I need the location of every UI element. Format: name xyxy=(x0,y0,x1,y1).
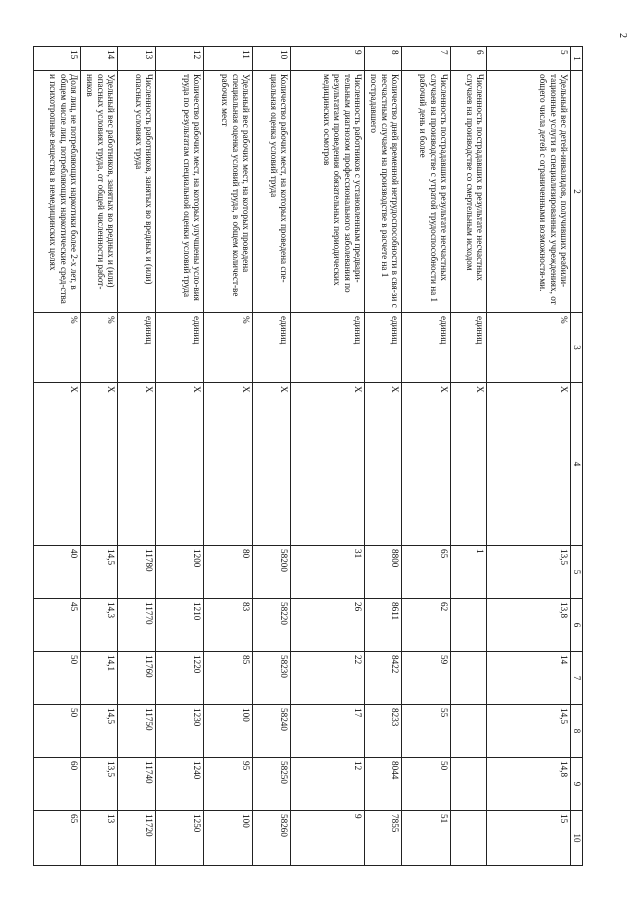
header-cell: 1 xyxy=(571,47,583,71)
x-cell: X xyxy=(487,383,571,546)
value-cell: 58250 xyxy=(253,758,291,811)
unit-cell: % xyxy=(204,313,253,383)
value-cell: 8422 xyxy=(365,652,402,705)
value-cell: 13,5 xyxy=(81,758,118,811)
unit-cell: единиц xyxy=(291,313,365,383)
row-number: 10 xyxy=(253,47,291,71)
table-row xyxy=(365,47,402,866)
row-number: 15 xyxy=(34,47,81,71)
value-cell: 50 xyxy=(402,758,451,811)
rotated-table-wrapper xyxy=(48,46,583,865)
unit-cell: единиц xyxy=(451,313,487,383)
row-number: 8 xyxy=(365,47,402,71)
row-number: 11 xyxy=(204,47,253,71)
indicator-description: Удельный вес работников, занятых во вредных и (или) опасных условиях труда, от общей численности работ-ников xyxy=(81,71,118,313)
header-cell: 9 xyxy=(571,758,583,811)
unit-cell: % xyxy=(81,313,118,383)
indicator-description: Доля лиц, не потребляющих наркотики более 2-х лет, в общем числе лиц, потребляющих наркотические сред-ства и психотропные вещества в немедицинских целях xyxy=(34,71,81,313)
header-cell: 3 xyxy=(571,313,583,383)
header-cell: 8 xyxy=(571,705,583,758)
value-cell: 1240 xyxy=(156,758,204,811)
value-cell: 100 xyxy=(204,705,253,758)
indicator-description: Численность пострадавших в результате несчастных случаев на производстве с утратой трудоспособности на 1 рабочий день и более xyxy=(402,71,451,313)
table-row xyxy=(81,47,118,866)
value-cell: 80 xyxy=(204,546,253,599)
value-cell: 83 xyxy=(204,599,253,652)
value-cell: 12 xyxy=(291,758,365,811)
value-cell: 14,3 xyxy=(81,599,118,652)
value-cell: 40 xyxy=(34,546,81,599)
value-cell: 62 xyxy=(402,599,451,652)
value-cell: 15 xyxy=(487,811,571,866)
header-row xyxy=(571,47,583,866)
value-cell: 13,5 xyxy=(487,546,571,599)
indicator-description: Численность работников, занятых во вредных и (или) опасных условиях труда xyxy=(118,71,156,313)
indicator-description: Удельный вес детей-инвалидов, получивших реабили-тационные услуги в специализированных учреждениях, от общего числа детей с ограниченными возможностя-ми. xyxy=(487,71,571,313)
row-number: 9 xyxy=(291,47,365,71)
indicator-description: Количество дней временной нетрудоспособности в свя-зи с несчастным случаем на производстве в расчете на 1 пострадавшего xyxy=(365,71,402,313)
x-cell: X xyxy=(402,383,451,546)
value-cell: 22 xyxy=(291,652,365,705)
x-cell: X xyxy=(451,383,487,546)
table-row xyxy=(118,47,156,866)
value-cell: 85 xyxy=(204,652,253,705)
value-cell: 11750 xyxy=(118,705,156,758)
value-cell xyxy=(451,705,487,758)
value-cell xyxy=(451,758,487,811)
value-cell: 7855 xyxy=(365,811,402,866)
header-cell: 10 xyxy=(571,811,583,866)
page-number: 2 xyxy=(617,33,628,38)
value-cell: 13 xyxy=(81,811,118,866)
value-cell: 14,5 xyxy=(81,546,118,599)
row-number: 6 xyxy=(451,47,487,71)
value-cell: 1210 xyxy=(156,599,204,652)
unit-cell: % xyxy=(487,313,571,383)
value-cell: 8233 xyxy=(365,705,402,758)
value-cell: 45 xyxy=(34,599,81,652)
value-cell: 55 xyxy=(402,705,451,758)
header-cell: 5 xyxy=(571,546,583,599)
indicator-description: Численность пострадавших в результате несчастных случаев на производстве со смертельным исходом xyxy=(451,71,487,313)
table-row xyxy=(253,47,291,866)
indicator-description: Удельный вес рабочих мест, на которых проведена специальная оценка условий труда, в общем количест-ве рабочих мест xyxy=(204,71,253,313)
value-cell: 50 xyxy=(34,705,81,758)
header-cell: 2 xyxy=(571,71,583,313)
value-cell: 11740 xyxy=(118,758,156,811)
x-cell: X xyxy=(81,383,118,546)
value-cell: 51 xyxy=(402,811,451,866)
value-cell: 58260 xyxy=(253,811,291,866)
value-cell: 58220 xyxy=(253,599,291,652)
x-cell: X xyxy=(365,383,402,546)
value-cell: 8800 xyxy=(365,546,402,599)
value-cell xyxy=(451,652,487,705)
value-cell: 50 xyxy=(34,652,81,705)
value-cell: 65 xyxy=(402,546,451,599)
value-cell: 1 xyxy=(451,546,487,599)
value-cell: 14 xyxy=(487,652,571,705)
x-cell: X xyxy=(34,383,81,546)
value-cell: 26 xyxy=(291,599,365,652)
value-cell: 1250 xyxy=(156,811,204,866)
row-number: 14 xyxy=(81,47,118,71)
value-cell: 58200 xyxy=(253,546,291,599)
x-cell: X xyxy=(156,383,204,546)
header-cell: 6 xyxy=(571,599,583,652)
value-cell: 58240 xyxy=(253,705,291,758)
value-cell xyxy=(451,599,487,652)
table-row xyxy=(34,47,81,866)
value-cell: 14,1 xyxy=(81,652,118,705)
value-cell: 11780 xyxy=(118,546,156,599)
x-cell: X xyxy=(204,383,253,546)
value-cell: 1220 xyxy=(156,652,204,705)
unit-cell: единиц xyxy=(118,313,156,383)
value-cell: 1230 xyxy=(156,705,204,758)
table-row xyxy=(291,47,365,866)
value-cell: 95 xyxy=(204,758,253,811)
row-number: 13 xyxy=(118,47,156,71)
table-row xyxy=(204,47,253,866)
unit-cell: единиц xyxy=(402,313,451,383)
value-cell: 14,8 xyxy=(487,758,571,811)
value-cell: 13,8 xyxy=(487,599,571,652)
value-cell: 31 xyxy=(291,546,365,599)
value-cell: 1200 xyxy=(156,546,204,599)
table-row xyxy=(451,47,487,866)
value-cell: 14,5 xyxy=(81,705,118,758)
header-cell: 7 xyxy=(571,652,583,705)
row-number: 7 xyxy=(402,47,451,71)
value-cell: 9 xyxy=(291,811,365,866)
unit-cell: единиц xyxy=(156,313,204,383)
table-row xyxy=(156,47,204,866)
value-cell: 17 xyxy=(291,705,365,758)
value-cell: 11770 xyxy=(118,599,156,652)
x-cell: X xyxy=(253,383,291,546)
value-cell: 59 xyxy=(402,652,451,705)
unit-cell: единиц xyxy=(365,313,402,383)
table-row xyxy=(402,47,451,866)
value-cell: 65 xyxy=(34,811,81,866)
indicators-table xyxy=(33,46,583,866)
value-cell: 58230 xyxy=(253,652,291,705)
table-row xyxy=(487,47,571,866)
indicator-description: Количество рабочих мест, на которых проведена спе-циальная оценка условий труда xyxy=(253,71,291,313)
unit-cell: единиц xyxy=(253,313,291,383)
x-cell: X xyxy=(118,383,156,546)
value-cell: 14,5 xyxy=(487,705,571,758)
unit-cell: % xyxy=(34,313,81,383)
value-cell: 60 xyxy=(34,758,81,811)
value-cell: 100 xyxy=(204,811,253,866)
row-number: 12 xyxy=(156,47,204,71)
x-cell: X xyxy=(291,383,365,546)
value-cell: 11760 xyxy=(118,652,156,705)
value-cell xyxy=(451,811,487,866)
indicator-description: Численность работников с установленным предвари-тельным диагнозом профессионального заболевания по результатам проведения обязательных периодических медицинских осмотров xyxy=(291,71,365,313)
value-cell: 11720 xyxy=(118,811,156,866)
indicator-description: Количество рабочих мест, на которых улучшены усло-вия труда по результатам специальной оценки условий труда xyxy=(156,71,204,313)
header-cell: 4 xyxy=(571,383,583,546)
row-number: 5 xyxy=(487,47,571,71)
value-cell: 8611 xyxy=(365,599,402,652)
value-cell: 8044 xyxy=(365,758,402,811)
